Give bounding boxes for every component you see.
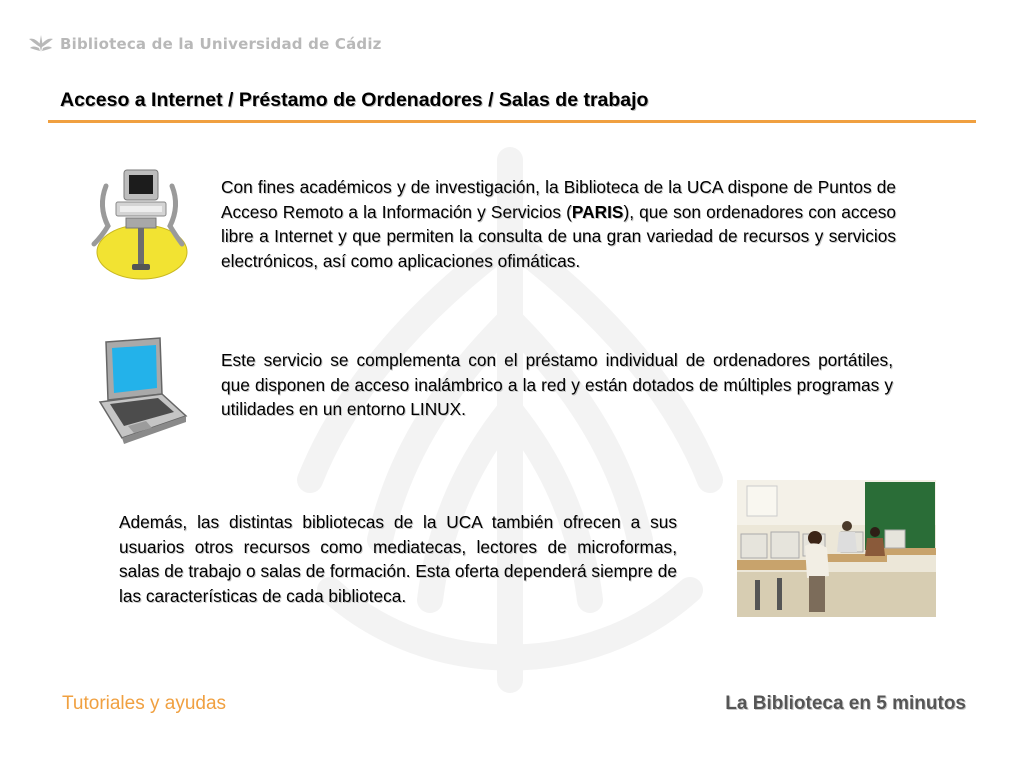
university-emblem-icon xyxy=(28,33,54,55)
paris-description xyxy=(221,175,896,273)
paris-text-after: ), que son ordenadores con acceso libre a Internet y que permiten la consulta de una gran variedad de recursos y servicios electrónicos, así como aplicaciones ofimáticas. xyxy=(221,201,896,271)
paris-text-before: Con fines académicos y de investigación, la Biblioteca de la UCA dispone de Puntos de Acceso Remoto a la Información y Servicios ( xyxy=(221,177,896,222)
computer-room-photo xyxy=(737,480,936,617)
library-in-5-minutes-link[interactable]: La Biblioteca en 5 minutos xyxy=(725,693,966,714)
header-brand xyxy=(28,33,382,55)
laptop-loan-description: Este servicio se complementa con el préstamo individual de ordenadores portátiles, que disponen de acceso inalámbrico a la red y están dotados de múltiples programas y utilidades en un entorno LINUX. xyxy=(221,350,893,419)
paris-acronym: PARIS xyxy=(571,201,624,222)
page-title: Acceso a Internet / Préstamo de Ordenadores / Salas de trabajo xyxy=(60,89,649,111)
laptop-icon xyxy=(94,336,190,444)
computer-station-icon xyxy=(86,166,188,282)
brand-name: Biblioteca de la Universidad de Cádiz xyxy=(60,35,382,53)
tutorials-link[interactable]: Tutoriales y ayudas xyxy=(62,693,227,714)
title-divider xyxy=(48,120,976,123)
other-resources-description: Además, las distintas bibliotecas de la UCA también ofrecen a sus usuarios otros recursos como mediatecas, lectores de microformas, salas de trabajo o salas de formación. Esta oferta dependerá siempre de las características de cada biblioteca. xyxy=(119,512,677,606)
